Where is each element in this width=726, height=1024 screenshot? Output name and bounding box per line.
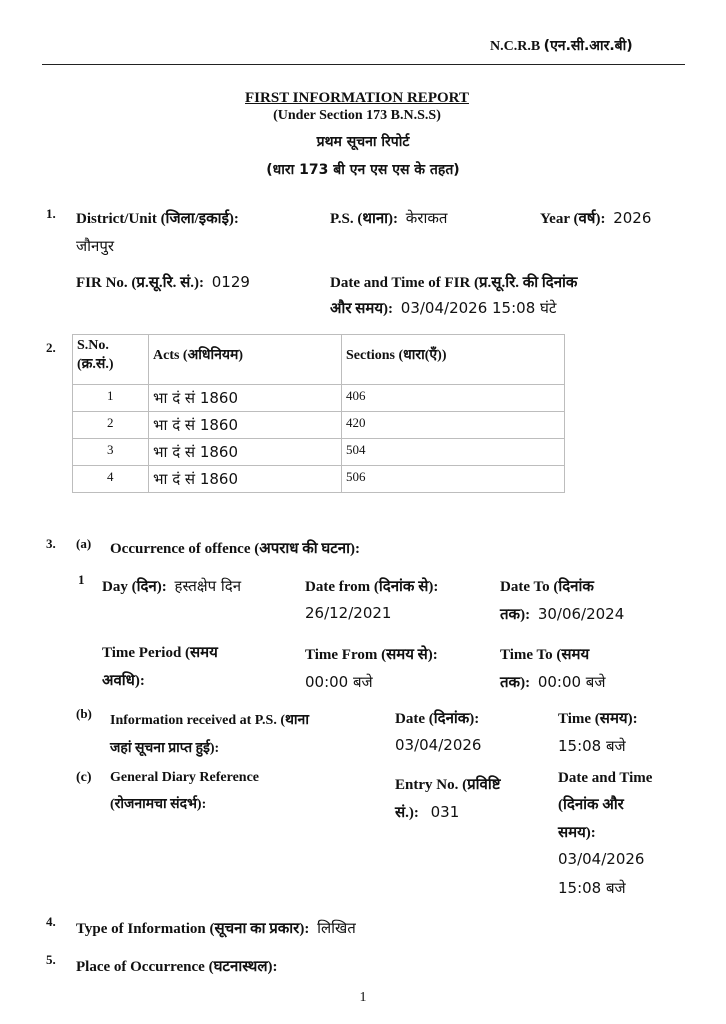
- gd-reference-label-2: (रोजनामचा संदर्भ):: [110, 797, 207, 812]
- date-to-value: 30/06/2024: [537, 605, 625, 623]
- gd-datetime-label: Date and Time: [558, 770, 653, 786]
- section-5-number: 5.: [46, 952, 56, 967]
- fir-no-field: [76, 272, 250, 292]
- row-sno: 4: [73, 466, 149, 493]
- info-time-label: Time (समय):: [558, 711, 638, 727]
- row-sno: 3: [73, 439, 149, 466]
- date-to-label: Date To (दिनांक: [500, 579, 594, 595]
- day-value: हस्तक्षेप दिन: [174, 577, 242, 595]
- table-row: [73, 466, 565, 493]
- entry-no-value: 031: [430, 803, 460, 821]
- row-sno: 2: [73, 412, 149, 439]
- fir-datetime-field: [330, 298, 556, 318]
- time-period-label-2: अवधि):: [102, 673, 145, 689]
- time-from-value: 00:00 बजे: [305, 673, 373, 691]
- info-received-label: Information received at P.S. (थाना: [110, 713, 309, 728]
- time-to-field: [500, 672, 606, 692]
- ps-field: [330, 208, 447, 228]
- year-label: Year (वर्ष):: [540, 211, 606, 227]
- section-1-number: 1.: [46, 206, 56, 221]
- time-to-value: 00:00 बजे: [537, 673, 606, 691]
- info-type-field: [76, 918, 356, 938]
- ps-value: केराकत: [405, 209, 448, 227]
- table-header-row: [73, 335, 565, 385]
- ncrb-header: [490, 36, 633, 55]
- info-received-label-2: जहां सूचना प्राप्त हुई):: [110, 741, 220, 756]
- date-to-label-2: तक):: [500, 607, 531, 623]
- row-act: भा दं सं 1860: [149, 466, 342, 493]
- gd-datetime-label-3: समय):: [558, 825, 596, 841]
- title-hindi: प्रथम सूचना रिपोर्ट: [316, 134, 410, 150]
- gd-datetime-label-2: (दिनांक और: [558, 797, 624, 813]
- time-to-label-2: तक):: [500, 675, 531, 691]
- header-rule: [42, 64, 685, 65]
- entry-no-label: Entry No. (प्रविष्टि: [395, 777, 501, 793]
- section-3b-label: (b): [76, 706, 92, 721]
- fir-no-value: 0129: [211, 273, 250, 291]
- fir-datetime-value: 03/04/2026 15:08 घंटे: [400, 299, 557, 317]
- fir-datetime-label-2: और समय):: [330, 301, 394, 317]
- fir-datetime-label: Date and Time of FIR (प्र.सू.रि. की दिनांक: [330, 275, 578, 291]
- acts-sections-table: [72, 334, 565, 493]
- info-time-value: 15:08 बजे: [558, 737, 626, 755]
- day-label: Day (दिन):: [102, 579, 167, 595]
- entry-no-field: [395, 802, 459, 822]
- table-row: [73, 385, 565, 412]
- time-from-label: Time From (समय से):: [305, 647, 438, 663]
- occurrence-subitem-number: 1: [78, 572, 85, 587]
- info-type-value: लिखित: [317, 919, 356, 937]
- section-3-number: 3.: [46, 536, 56, 551]
- header-acts: Acts (अधिनियम): [149, 335, 342, 385]
- info-date-label: Date (दिनांक):: [395, 711, 480, 727]
- fir-no-label: FIR No. (प्र.सू.रि. सं.):: [76, 275, 204, 291]
- table-row: [73, 439, 565, 466]
- time-to-label: Time To (समय: [500, 647, 590, 663]
- ps-label: P.S. (थाना):: [330, 211, 399, 227]
- report-title: [0, 90, 726, 124]
- gd-date-value: 03/04/2026: [558, 850, 645, 868]
- row-act: भा दं सं 1860: [149, 412, 342, 439]
- year-value: 2026: [613, 209, 652, 227]
- year-field: [540, 208, 651, 228]
- title-subtitle: (Under Section 173 B.N.S.S): [273, 108, 441, 123]
- page-number: 1: [359, 990, 367, 1005]
- header-sections: Sections (धारा(एँ)): [342, 335, 565, 385]
- row-section: 506: [342, 466, 565, 493]
- district-label: District/Unit (जिला/इकाई):: [76, 211, 239, 227]
- row-section: 504: [342, 439, 565, 466]
- row-section: 420: [342, 412, 565, 439]
- header-sno: S.No. (क्र.सं.): [73, 335, 149, 385]
- gd-time-value: 15:08 बजे: [558, 879, 626, 897]
- date-from-value: 26/12/2021: [305, 604, 392, 622]
- section-3c-label: (c): [76, 770, 92, 785]
- table-row: [73, 412, 565, 439]
- section-2-number: 2.: [46, 340, 56, 355]
- day-field: [102, 576, 241, 596]
- place-of-occurrence-label: Place of Occurrence (घटनास्थल):: [76, 959, 278, 975]
- district-value: जौनपुर: [76, 237, 114, 255]
- info-type-label: Type of Information (सूचना का प्रकार):: [76, 921, 310, 937]
- row-sno: 1: [73, 385, 149, 412]
- row-section: 406: [342, 385, 565, 412]
- title-english: FIRST INFORMATION REPORT: [245, 90, 469, 106]
- date-from-label: Date from (दिनांक से):: [305, 579, 439, 595]
- entry-no-label-2: सं.):: [395, 805, 419, 821]
- row-act: भा दं सं 1860: [149, 439, 342, 466]
- time-period-label: Time Period (समय: [102, 645, 218, 661]
- ncrb-text: N.C.R.B: [490, 39, 541, 54]
- occurrence-title: Occurrence of offence (अपराध की घटना):: [110, 541, 360, 557]
- date-to-field: [500, 604, 624, 624]
- row-act: भा दं सं 1860: [149, 385, 342, 412]
- title-hindi-subtitle: (धारा 173 बी एन एस एस के तहत): [266, 162, 460, 178]
- section-3a-label: (a): [76, 536, 92, 551]
- gd-reference-label: General Diary Reference: [110, 770, 260, 785]
- section-4-number: 4.: [46, 914, 56, 929]
- info-date-value: 03/04/2026: [395, 736, 482, 754]
- ncrb-hindi: (एन.सी.आर.बी): [543, 38, 633, 54]
